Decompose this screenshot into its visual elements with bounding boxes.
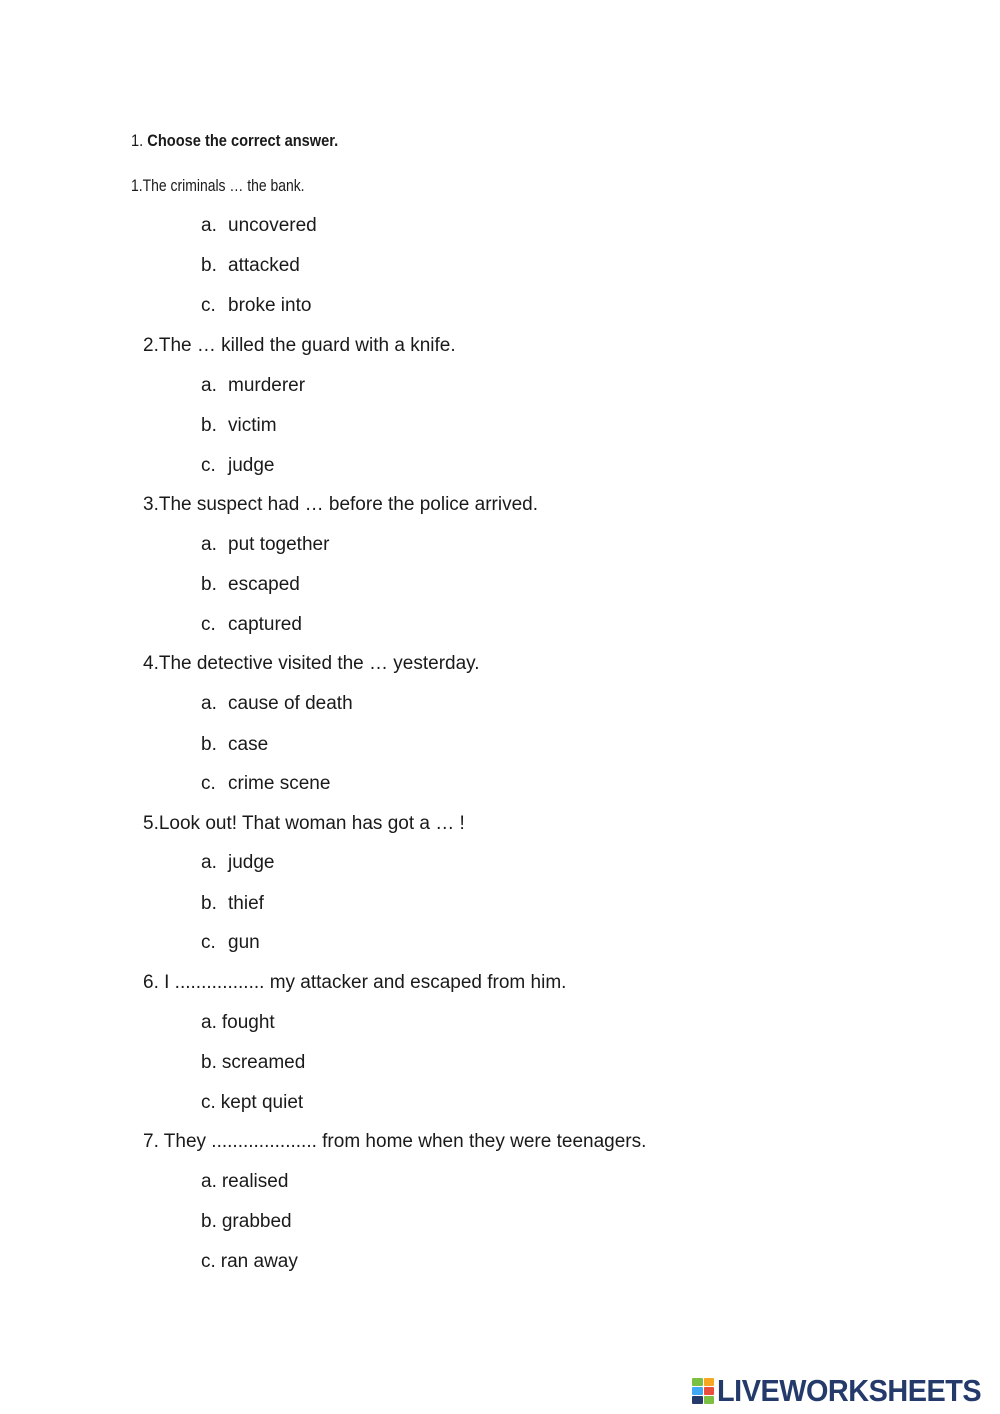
liveworksheets-logo-icon (692, 1378, 714, 1404)
question-7-option-b[interactable] (201, 1211, 292, 1233)
option-letter: c. (201, 1251, 216, 1272)
option-text: realised (221, 1171, 289, 1192)
option-letter: c. (201, 1092, 216, 1113)
question-2-option-b[interactable] (201, 415, 277, 437)
option-letter: c. (201, 295, 216, 316)
option-letter: b. (201, 893, 217, 914)
option-letter: c. (201, 932, 216, 953)
option-text: attacked (228, 255, 300, 276)
question-3-option-a[interactable] (201, 534, 329, 556)
option-text: gun (228, 932, 260, 953)
question-5-option-c[interactable] (201, 932, 260, 954)
worksheet-heading (131, 131, 338, 151)
option-letter: b. (201, 574, 217, 595)
option-text: crime scene (228, 773, 331, 794)
option-text: murderer (228, 375, 306, 396)
question-6-text: 6. I ................. my attacker and escaped from him. (143, 972, 567, 993)
option-text: fought (221, 1012, 275, 1033)
option-letter: b. (201, 734, 217, 755)
option-text: captured (228, 614, 302, 635)
question-7-text: 7. They .................... from home when they were teenagers. (143, 1131, 647, 1152)
question-4-option-c[interactable] (201, 773, 330, 795)
question-2-text: 2.The … killed the guard with a knife. (143, 335, 456, 356)
question-5-option-b[interactable] (201, 893, 264, 915)
question-2-option-c[interactable] (201, 455, 275, 477)
option-letter: a. (201, 693, 217, 714)
option-text: grabbed (221, 1211, 292, 1232)
option-letter: a. (201, 215, 217, 236)
option-text: case (228, 734, 269, 755)
option-text: judge (228, 852, 275, 873)
question-3-option-b[interactable] (201, 574, 300, 596)
option-text: escaped (228, 574, 300, 595)
question-4-option-a[interactable] (201, 693, 353, 715)
question-7-option-a[interactable] (201, 1171, 288, 1193)
question-2-option-a[interactable] (201, 375, 305, 397)
option-letter: a. (201, 1171, 217, 1192)
option-letter: c. (201, 773, 216, 794)
question-1-option-a[interactable] (201, 215, 317, 237)
question-1-option-c[interactable] (201, 295, 311, 317)
option-letter: a. (201, 1012, 217, 1033)
option-letter: b. (201, 415, 217, 436)
option-letter: c. (201, 455, 216, 476)
question-3-text: 3.The suspect had … before the police arrived. (143, 494, 539, 515)
option-letter: a. (201, 375, 217, 396)
option-letter: b. (201, 1211, 217, 1232)
option-text: judge (228, 455, 275, 476)
option-text: screamed (221, 1052, 306, 1073)
logo-text: LIVEWORKSHEETS (717, 1373, 982, 1408)
option-letter: a. (201, 852, 217, 873)
question-1-text: 1.The criminals … the bank. (131, 176, 305, 195)
option-text: broke into (228, 295, 312, 316)
question-4-text: 4.The detective visited the … yesterday. (143, 653, 480, 674)
option-letter: b. (201, 255, 217, 276)
question-6-option-b[interactable] (201, 1052, 305, 1074)
question-5-option-a[interactable] (201, 852, 275, 874)
option-text: kept quiet (220, 1092, 304, 1113)
question-3-option-c[interactable] (201, 614, 302, 636)
option-text: put together (228, 534, 330, 555)
question-7-option-c[interactable] (201, 1251, 298, 1273)
question-6-option-c[interactable] (201, 1092, 303, 1114)
heading-number: 1. (131, 131, 144, 150)
question-6-option-a[interactable] (201, 1012, 275, 1034)
option-letter: c. (201, 614, 216, 635)
option-text: uncovered (228, 215, 317, 236)
option-text: victim (228, 415, 277, 436)
option-text: ran away (220, 1251, 298, 1272)
option-letter: a. (201, 534, 217, 555)
option-text: thief (228, 893, 264, 914)
liveworksheets-logo[interactable] (692, 1374, 1000, 1408)
option-letter: b. (201, 1052, 217, 1073)
heading-text: Choose the correct answer. (147, 131, 339, 150)
question-4-option-b[interactable] (201, 734, 268, 756)
question-1-option-b[interactable] (201, 255, 300, 277)
option-text: cause of death (228, 693, 353, 714)
question-5-text: 5.Look out! That woman has got a … ! (143, 813, 465, 834)
